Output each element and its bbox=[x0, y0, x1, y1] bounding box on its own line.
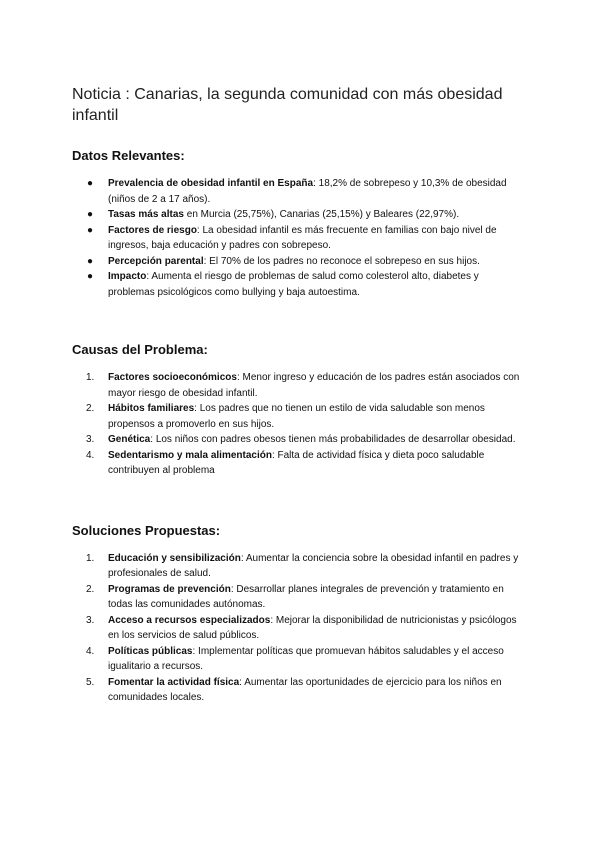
item-text: La obesidad infantil es más frecuente en familias con bajo nivel de ingresos, baja educación y padres con sobrepeso. bbox=[108, 224, 497, 251]
item-label: Acceso a recursos especializados bbox=[108, 614, 271, 626]
item-separator: : bbox=[239, 676, 245, 688]
item-number: 2. bbox=[86, 583, 95, 595]
list-item bbox=[72, 207, 528, 223]
item-text: Los niños con padres obesos tienen más probabilidades de desarrollar obesidad. bbox=[155, 434, 516, 445]
list-item bbox=[72, 254, 528, 270]
item-text: Aumentar la conciencia sobre la obesidad infantil en padres y profesionales de salud. bbox=[108, 552, 519, 579]
bullet-icon: ● bbox=[87, 178, 94, 189]
item-label: Impacto bbox=[108, 271, 147, 282]
item-text: El 70% de los padres no reconoce el sobrepeso en sus hijos. bbox=[209, 255, 480, 267]
item-label: Hábitos familiares bbox=[108, 403, 195, 414]
datos-relevantes-list bbox=[72, 176, 528, 300]
list-item bbox=[72, 551, 528, 582]
item-text: Menor ingreso y educación de los padres están asociados con mayor riesgo de obesidad infantil. bbox=[108, 372, 520, 399]
list-item bbox=[72, 582, 528, 613]
list-item bbox=[72, 269, 528, 300]
item-text: 18,2% de sobrepeso y 10,3% de obesidad (niños de 2 a 17 años). bbox=[108, 178, 507, 205]
item-text: Implementar políticas que promuevan hábitos saludables y el acceso igualitario a recursos. bbox=[108, 645, 504, 672]
bullet-icon: ● bbox=[87, 209, 94, 220]
list-item bbox=[72, 176, 528, 207]
list-item bbox=[72, 448, 528, 479]
item-separator: : bbox=[192, 645, 199, 657]
item-label: Prevalencia de obesidad infantil en España bbox=[108, 178, 314, 189]
item-separator: : bbox=[196, 224, 203, 236]
list-item bbox=[72, 644, 528, 675]
list-item bbox=[72, 432, 528, 448]
item-text: en Murcia (25,75%), Canarias (25,15%) y Baleares (22,97%). bbox=[186, 209, 460, 220]
item-number: 1. bbox=[86, 372, 95, 383]
list-item bbox=[72, 613, 528, 644]
page-title: Noticia : Canarias, la segunda comunidad con más obesidad infantil bbox=[72, 86, 503, 124]
list-item bbox=[72, 675, 528, 706]
item-separator: : bbox=[236, 372, 243, 383]
item-separator: : bbox=[230, 583, 237, 595]
item-number: 4. bbox=[86, 449, 95, 461]
bullet-icon: ● bbox=[87, 271, 94, 282]
item-separator: : bbox=[271, 449, 278, 461]
item-label: Políticas públicas bbox=[108, 645, 193, 657]
item-separator: : bbox=[146, 271, 152, 282]
item-separator: : bbox=[270, 614, 276, 626]
item-label: Educación y sensibilización bbox=[108, 552, 241, 564]
item-text: Aumenta el riesgo de problemas de salud como colesterol alto, diabetes y problemas psicológicos como bullying y baja autoestima. bbox=[108, 271, 479, 298]
item-number: 4. bbox=[86, 645, 95, 657]
item-text: Los padres que no tienen un estilo de vida saludable son menos propensos a promoverlo en sus hijos. bbox=[108, 403, 485, 430]
list-item bbox=[72, 401, 528, 432]
item-label: Genética bbox=[108, 434, 151, 445]
item-text: Aumentar las oportunidades de ejercicio para los niños en comunidades locales. bbox=[108, 676, 502, 703]
item-number: 3. bbox=[86, 434, 95, 445]
item-label: Factores de riesgo bbox=[108, 224, 197, 236]
item-separator: : bbox=[194, 403, 200, 414]
item-label: Programas de prevención bbox=[108, 583, 231, 595]
soluciones-propuestas-list bbox=[72, 551, 528, 706]
list-item bbox=[72, 370, 528, 401]
item-separator: : bbox=[203, 255, 210, 267]
item-separator: : bbox=[313, 178, 319, 189]
item-label: Sedentarismo y mala alimentación bbox=[108, 449, 272, 461]
bullet-icon: ● bbox=[87, 224, 94, 236]
item-number: 2. bbox=[86, 403, 95, 414]
item-separator: : bbox=[240, 552, 246, 564]
bullet-icon: ● bbox=[87, 255, 94, 267]
causas-problema-list bbox=[72, 370, 528, 479]
item-number: 5. bbox=[86, 676, 95, 688]
item-label: Percepción parental bbox=[108, 255, 204, 267]
item-separator: : bbox=[150, 434, 156, 445]
item-label: Factores socioeconómicos bbox=[108, 372, 237, 383]
heading-causas-problema: Causas del Problema: bbox=[72, 342, 208, 357]
item-text: Mejorar la disponibilidad de nutricionistas y psicólogos en los servicios de salud públicos. bbox=[108, 614, 517, 641]
list-item bbox=[72, 223, 528, 254]
item-text: Desarrollar planes integrales de prevención y tratamiento en todas las comunidades autónomas. bbox=[108, 583, 504, 610]
item-label: Fomentar la actividad física bbox=[108, 676, 240, 688]
item-number: 3. bbox=[86, 614, 95, 626]
item-text: Falta de actividad física y dieta poco saludable contribuyen al problema bbox=[108, 449, 485, 476]
item-label: Tasas más altas bbox=[108, 209, 184, 220]
heading-datos-relevantes: Datos Relevantes: bbox=[72, 148, 185, 163]
item-number: 1. bbox=[86, 552, 95, 564]
heading-soluciones-propuestas: Soluciones Propuestas: bbox=[72, 522, 221, 538]
